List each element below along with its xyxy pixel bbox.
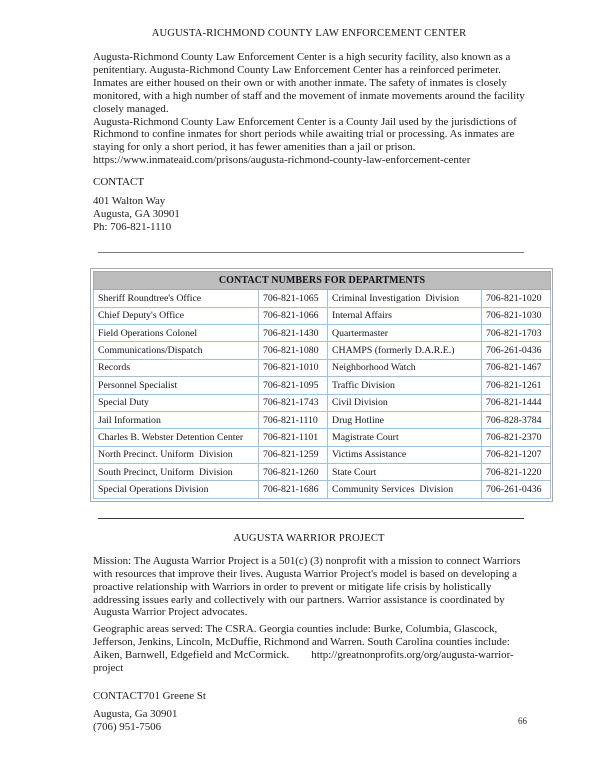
department-name-cell: CHAMPS (formerly D.A.R.E.) bbox=[328, 342, 482, 359]
department-phone-cell: 706-261-0436 bbox=[482, 342, 551, 359]
warrior-address-city: Augusta, Ga 30901 bbox=[93, 708, 178, 720]
inmateaid-url[interactable]: https://www.inmateaid.com/prisons/augusta-richmond-county-law-enforcement-center bbox=[93, 154, 471, 167]
table-row bbox=[94, 411, 551, 428]
department-phone-cell: 706-821-1010 bbox=[259, 359, 328, 376]
warrior-phone: (706) 951-7506 bbox=[93, 721, 162, 733]
warrior-project-title: AUGUSTA WARRIOR PROJECT bbox=[233, 532, 385, 544]
departments-table-wrapper bbox=[90, 268, 553, 502]
warrior-geographic-paragraph bbox=[93, 623, 525, 675]
department-phone-cell: 706-821-1207 bbox=[482, 446, 551, 463]
table-row bbox=[94, 429, 551, 446]
department-phone-cell: 706-821-1444 bbox=[482, 394, 551, 411]
department-name-cell: Special Operations Division bbox=[94, 481, 259, 498]
table-row bbox=[94, 307, 551, 324]
department-name-cell: Records bbox=[94, 359, 259, 376]
department-name-cell: Victims Assistance bbox=[328, 446, 482, 463]
department-phone-cell: 706-821-1220 bbox=[482, 464, 551, 481]
department-name-cell: Sheriff Roundtree's Office bbox=[94, 290, 259, 307]
department-phone-cell: 706-821-1467 bbox=[482, 359, 551, 376]
department-name-cell: Drug Hotline bbox=[328, 411, 482, 428]
department-name-cell: Internal Affairs bbox=[328, 307, 482, 324]
departments-table-body bbox=[94, 290, 551, 499]
department-phone-cell: 706-821-2370 bbox=[482, 429, 551, 446]
department-phone-cell: 706-821-1743 bbox=[259, 394, 328, 411]
department-name-cell: North Precinct. Uniform Division bbox=[94, 446, 259, 463]
department-name-cell: Jail Information bbox=[94, 411, 259, 428]
contact-address-block bbox=[93, 195, 525, 234]
law-center-paragraph-1: Augusta-Richmond County Law Enforcement Center is a high security facility, also known as a penitentiary. Augusta-Richmond County Law Enforcement Center has a reinforced perimeter. Inmates are either housed on their own or with another inmate. The safety of inmates is closely monitored, with a high number of staff and the movement of inmate movements around the facility closely managed. bbox=[93, 51, 525, 115]
geographic-areas-text: Geographic areas served: The CSRA. Georgia counties include: Burke, Columbia, Glascock, Jefferson, Jenkins, Lincoln, McDuffie, Richmond and Warren. South Carolina counties include: Aiken, Barnwell, Edgefield and McCormick. bbox=[93, 623, 510, 662]
page-number: 66 bbox=[518, 716, 527, 726]
section-divider-bottom bbox=[98, 518, 524, 519]
department-name-cell: Traffic Division bbox=[328, 377, 482, 394]
department-name-cell: Neighborhood Watch bbox=[328, 359, 482, 376]
department-phone-cell: 706-821-1430 bbox=[259, 324, 328, 341]
warrior-contact-line: CONTACT701 Greene St bbox=[93, 690, 206, 702]
department-name-cell: Communications/Dispatch bbox=[94, 342, 259, 359]
department-name-cell: Quartermaster bbox=[328, 324, 482, 341]
department-phone-cell: 706-821-1703 bbox=[482, 324, 551, 341]
department-name-cell: Field Operations Colonel bbox=[94, 324, 259, 341]
greatnonprofits-url[interactable]: http://greatnonprofits.org/org/augusta-warrior-project bbox=[93, 649, 514, 675]
department-name-cell: South Precinct, Uniform Division bbox=[94, 464, 259, 481]
department-name-cell: Special Duty bbox=[94, 394, 259, 411]
department-phone-cell: 706-821-1066 bbox=[259, 307, 328, 324]
table-row bbox=[94, 342, 551, 359]
law-center-title: AUGUSTA-RICHMOND COUNTY LAW ENFORCEMENT CENTER bbox=[151, 28, 467, 39]
department-phone-cell: 706-821-1101 bbox=[259, 429, 328, 446]
table-header-row bbox=[94, 272, 551, 290]
department-phone-cell: 706-821-1260 bbox=[259, 464, 328, 481]
table-row bbox=[94, 359, 551, 376]
department-name-cell: Chief Deputy's Office bbox=[94, 307, 259, 324]
department-phone-cell: 706-821-1110 bbox=[259, 411, 328, 428]
department-phone-cell: 706-821-1030 bbox=[482, 307, 551, 324]
department-name-cell: Community Services Division bbox=[328, 481, 482, 498]
department-name-cell: Magistrate Court bbox=[328, 429, 482, 446]
department-phone-cell: 706-828-3784 bbox=[482, 411, 551, 428]
table-row bbox=[94, 394, 551, 411]
department-phone-cell: 706-821-1095 bbox=[259, 377, 328, 394]
warrior-mission-paragraph: Mission: The Augusta Warrior Project is a 501(c) (3) nonprofit with a mission to connect Warriors with resources that improve their lives. Augusta Warrior Project's model is based on developing a proactive relationship with Warriors in order to prevent or mitigate life crisis by holistically addressing issues early and collectively with our partners. Warrior assistance is coordinated by Augusta Warrior Project advocates. bbox=[93, 554, 521, 619]
table-row bbox=[94, 324, 551, 341]
table-row bbox=[94, 377, 551, 394]
table-row bbox=[94, 481, 551, 498]
departments-table bbox=[93, 271, 551, 499]
section-divider-top bbox=[98, 252, 524, 253]
department-name-cell: Charles B. Webster Detention Center bbox=[94, 429, 259, 446]
table-row bbox=[94, 464, 551, 481]
department-name-cell: Criminal Investigation Division bbox=[328, 290, 482, 307]
address-city: Augusta, GA 30901 bbox=[93, 208, 180, 221]
department-phone-cell: 706-821-1080 bbox=[259, 342, 328, 359]
department-name-cell: Civil Division bbox=[328, 394, 482, 411]
table-title: CONTACT NUMBERS FOR DEPARTMENTS bbox=[94, 272, 551, 290]
department-phone-cell: 706-821-1686 bbox=[259, 481, 328, 498]
department-name-cell: State Court bbox=[328, 464, 482, 481]
department-name-cell: Personnel Specialist bbox=[94, 377, 259, 394]
department-phone-cell: 706-821-1259 bbox=[259, 446, 328, 463]
department-phone-cell: 706-821-1065 bbox=[259, 290, 328, 307]
table-row bbox=[94, 446, 551, 463]
contact-phone: Ph: 706-821-1110 bbox=[93, 221, 172, 234]
contact-heading: CONTACT bbox=[93, 176, 145, 189]
warrior-address-block bbox=[93, 708, 525, 734]
department-phone-cell: 706-821-1261 bbox=[482, 377, 551, 394]
department-phone-cell: 706-821-1020 bbox=[482, 290, 551, 307]
law-center-paragraph-2: Augusta-Richmond County Law Enforcement Center is a County Jail used by the jurisdictions of Richmond to confine inmates for short periods while awaiting trial or processing. As inmates are staying for only a short period, it has fewer amenities than a jail or prison. bbox=[93, 115, 517, 154]
address-street: 401 Walton Way bbox=[93, 195, 166, 208]
table-row bbox=[94, 290, 551, 307]
department-phone-cell: 706-261-0436 bbox=[482, 481, 551, 498]
